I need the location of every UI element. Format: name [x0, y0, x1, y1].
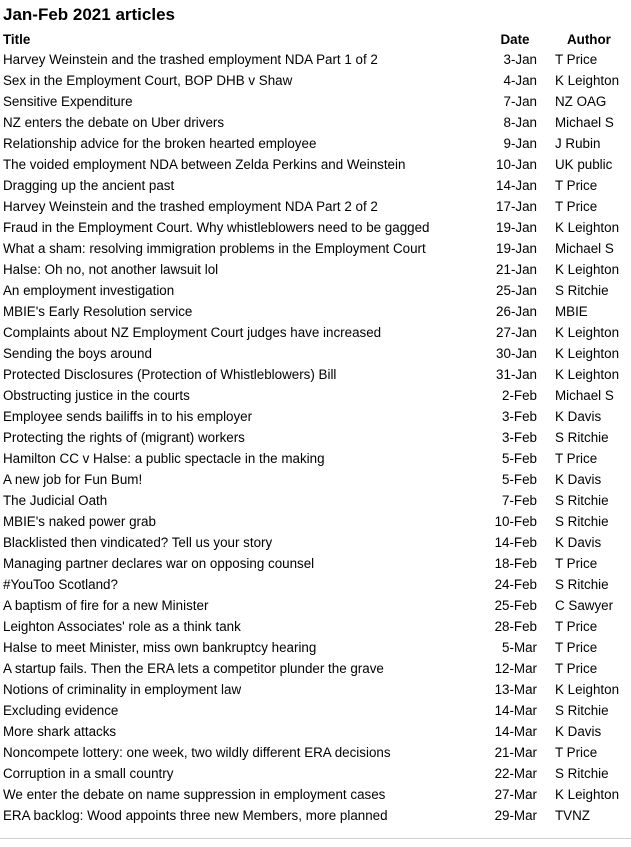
table-row [0, 637, 631, 658]
article-author: K Leighton [555, 73, 620, 88]
article-author: S Ritchie [555, 493, 609, 508]
table-row [0, 238, 631, 259]
article-title: MBIE's Early Resolution service [3, 304, 193, 319]
article-title: A baptism of fire for a new Minister [3, 598, 209, 613]
article-author: T Price [555, 745, 598, 760]
article-author: K Leighton [555, 367, 620, 382]
article-title: NZ enters the debate on Uber drivers [3, 115, 225, 130]
table-row [0, 301, 631, 322]
column-spacer [537, 595, 555, 616]
column-spacer [537, 721, 555, 742]
table-row [0, 721, 631, 742]
article-author: K Leighton [555, 346, 620, 361]
article-title: The voided employment NDA between Zelda Perkins and Weinstein [3, 157, 406, 172]
table-row [0, 595, 631, 616]
column-spacer [537, 658, 555, 679]
article-author: K Leighton [555, 220, 620, 235]
article-title: Blacklisted then vindicated? Tell us your story [3, 535, 273, 550]
column-spacer [537, 448, 555, 469]
article-author: S Ritchie [555, 283, 609, 298]
article-author: C Sawyer [555, 598, 614, 613]
article-title: Sending the boys around [3, 346, 152, 361]
article-author: K Davis [555, 535, 602, 550]
article-date: 31-Jan [496, 367, 537, 382]
article-date: 13-Mar [494, 682, 537, 697]
table-row [0, 658, 631, 679]
article-author: S Ritchie [555, 577, 609, 592]
column-spacer [537, 553, 555, 574]
article-author: K Davis [555, 724, 602, 739]
article-date: 10-Feb [494, 514, 537, 529]
article-date: 30-Jan [496, 346, 537, 361]
article-author: S Ritchie [555, 703, 609, 718]
column-spacer [537, 49, 555, 70]
column-spacer [537, 196, 555, 217]
article-date: 19-Jan [496, 241, 537, 256]
table-row [0, 133, 631, 154]
table-row [0, 763, 631, 784]
article-title: Halse to meet Minister, miss own bankruptcy hearing [3, 640, 317, 655]
article-date: 27-Mar [494, 787, 537, 802]
article-date: 5-Mar [502, 640, 537, 655]
article-author: K Leighton [555, 325, 620, 340]
column-header-author: Author [567, 32, 611, 47]
column-spacer [537, 427, 555, 448]
article-date: 3-Feb [502, 430, 537, 445]
column-header-date: Date [500, 32, 530, 47]
table-row [0, 448, 631, 469]
article-author: S Ritchie [555, 430, 609, 445]
table-row [0, 91, 631, 112]
article-title: Harvey Weinstein and the trashed employment NDA Part 1 of 2 [3, 52, 378, 67]
column-spacer [537, 364, 555, 385]
article-title: Hamilton CC v Halse: a public spectacle in the making [3, 451, 325, 466]
article-date: 19-Jan [496, 220, 537, 235]
table-row [0, 406, 631, 427]
table-row [0, 553, 631, 574]
article-author: T Price [555, 619, 598, 634]
article-date: 2-Feb [502, 388, 537, 403]
column-spacer [537, 469, 555, 490]
article-date: 28-Feb [494, 619, 537, 634]
column-spacer [537, 490, 555, 511]
article-date: 5-Feb [502, 451, 537, 466]
column-spacer [537, 133, 555, 154]
article-author: J Rubin [555, 136, 601, 151]
column-spacer [537, 616, 555, 637]
article-date: 26-Jan [496, 304, 537, 319]
column-spacer [537, 700, 555, 721]
column-spacer [537, 511, 555, 532]
table-row [0, 616, 631, 637]
article-author: K Davis [555, 409, 602, 424]
article-date: 18-Feb [494, 556, 537, 571]
article-title: Obstructing justice in the courts [3, 388, 190, 403]
table-row [0, 700, 631, 721]
table-row [0, 784, 631, 805]
article-title: Sex in the Employment Court, BOP DHB v Shaw [3, 73, 293, 88]
table-row [0, 322, 631, 343]
article-date: 21-Jan [496, 262, 537, 277]
article-title: Fraud in the Employment Court. Why whistleblowers need to be gagged [3, 220, 430, 235]
column-spacer [537, 574, 555, 595]
article-author: MBIE [555, 304, 588, 319]
article-title: What a sham: resolving immigration problems in the Employment Court [3, 241, 426, 256]
column-spacer [537, 259, 555, 280]
article-author: T Price [555, 640, 598, 655]
article-date: 7-Jan [503, 94, 537, 109]
column-spacer [537, 70, 555, 91]
article-title: Employee sends bailiffs in to his employer [3, 409, 253, 424]
article-date: 29-Mar [494, 808, 537, 823]
article-date: 14-Feb [494, 535, 537, 550]
article-date: 17-Jan [496, 199, 537, 214]
column-spacer [537, 637, 555, 658]
column-spacer [537, 112, 555, 133]
table-row [0, 427, 631, 448]
column-spacer [537, 280, 555, 301]
table-row [0, 259, 631, 280]
table-row [0, 196, 631, 217]
article-author: T Price [555, 661, 598, 676]
article-author: T Price [555, 199, 598, 214]
column-header-title: Title [3, 32, 31, 47]
article-author: K Leighton [555, 787, 620, 802]
article-date: 4-Jan [503, 73, 537, 88]
article-author: T Price [555, 451, 598, 466]
article-title: Protected Disclosures (Protection of Whistleblowers) Bill [3, 367, 337, 382]
column-spacer [537, 763, 555, 784]
article-author: NZ OAG [555, 94, 607, 109]
article-author: K Leighton [555, 262, 620, 277]
column-spacer [537, 91, 555, 112]
article-author: Michael S [555, 241, 614, 256]
article-author: T Price [555, 556, 598, 571]
article-date: 25-Jan [496, 283, 537, 298]
column-spacer [537, 532, 555, 553]
table-row [0, 574, 631, 595]
article-title: More shark attacks [3, 724, 117, 739]
table-row [0, 154, 631, 175]
table-row [0, 385, 631, 406]
article-title: Halse: Oh no, not another lawsuit lol [3, 262, 219, 277]
table-row [0, 469, 631, 490]
article-title: MBIE's naked power grab [3, 514, 156, 529]
article-title: A startup fails. Then the ERA lets a competitor plunder the grave [3, 661, 384, 676]
column-spacer [537, 784, 555, 805]
article-author: K Leighton [555, 682, 620, 697]
table-row [0, 112, 631, 133]
table-row [0, 490, 631, 511]
article-date: 14-Mar [494, 703, 537, 718]
article-author: Michael S [555, 388, 614, 403]
article-title: Complaints about NZ Employment Court judges have increased [3, 325, 382, 340]
article-title: A new job for Fun Bum! [3, 472, 143, 487]
article-date: 10-Jan [496, 157, 537, 172]
article-author: S Ritchie [555, 766, 609, 781]
table-row [0, 175, 631, 196]
sheet-bottom-divider [0, 838, 631, 839]
table-row [0, 364, 631, 385]
article-date: 22-Mar [494, 766, 537, 781]
article-date: 3-Feb [502, 409, 537, 424]
article-title: Sensitive Expenditure [3, 94, 133, 109]
article-author: UK public [555, 157, 613, 172]
article-title: The Judicial Oath [3, 493, 108, 508]
articles-table [0, 30, 631, 826]
table-row [0, 532, 631, 553]
column-spacer [537, 679, 555, 700]
article-title: #YouToo Scotland? [3, 577, 118, 592]
header-row [0, 30, 631, 49]
table-row [0, 511, 631, 532]
article-author: TVNZ [555, 808, 590, 823]
article-title: Corruption in a small country [3, 766, 174, 781]
column-spacer [537, 343, 555, 364]
article-date: 3-Jan [503, 52, 537, 67]
article-date: 14-Jan [496, 178, 537, 193]
article-title: Relationship advice for the broken hearted employee [3, 136, 317, 151]
table-row [0, 49, 631, 70]
column-spacer [537, 385, 555, 406]
article-title: Notions of criminality in employment law [3, 682, 242, 697]
table-row [0, 805, 631, 826]
article-author: K Davis [555, 472, 602, 487]
column-spacer [537, 154, 555, 175]
article-title: Harvey Weinstein and the trashed employment NDA Part 2 of 2 [3, 199, 378, 214]
article-date: 27-Jan [496, 325, 537, 340]
column-spacer [537, 217, 555, 238]
column-spacer [537, 322, 555, 343]
column-spacer [537, 30, 555, 49]
article-author: S Ritchie [555, 514, 609, 529]
article-date: 21-Mar [494, 745, 537, 760]
column-spacer [537, 805, 555, 826]
article-date: 12-Mar [494, 661, 537, 676]
article-title: We enter the debate on name suppression in employment cases [3, 787, 386, 802]
article-title: Protecting the rights of (migrant) workers [3, 430, 245, 445]
table-row [0, 70, 631, 91]
article-date: 25-Feb [494, 598, 537, 613]
article-author: T Price [555, 178, 598, 193]
sheet-heading: Jan-Feb 2021 articles [3, 5, 175, 24]
article-date: 14-Mar [494, 724, 537, 739]
article-author: T Price [555, 52, 598, 67]
article-date: 5-Feb [502, 472, 537, 487]
table-row [0, 280, 631, 301]
article-rows [0, 49, 631, 826]
article-title: ERA backlog: Wood appoints three new Members, more planned [3, 808, 388, 823]
column-spacer [537, 742, 555, 763]
column-spacer [537, 175, 555, 196]
table-row [0, 742, 631, 763]
article-title: Managing partner declares war on opposing counsel [3, 556, 315, 571]
column-spacer [537, 238, 555, 259]
article-title: Noncompete lottery: one week, two wildly different ERA decisions [3, 745, 391, 760]
article-title: Leighton Associates' role as a think tank [3, 619, 241, 634]
column-spacer [537, 406, 555, 427]
article-date: 9-Jan [503, 136, 537, 151]
article-date: 8-Jan [503, 115, 537, 130]
article-author: Michael S [555, 115, 614, 130]
table-row [0, 679, 631, 700]
article-date: 7-Feb [502, 493, 537, 508]
table-row [0, 217, 631, 238]
article-title: Excluding evidence [3, 703, 119, 718]
article-title: An employment investigation [3, 283, 175, 298]
table-row [0, 343, 631, 364]
article-date: 24-Feb [494, 577, 537, 592]
column-spacer [537, 301, 555, 322]
article-title: Dragging up the ancient past [3, 178, 175, 193]
